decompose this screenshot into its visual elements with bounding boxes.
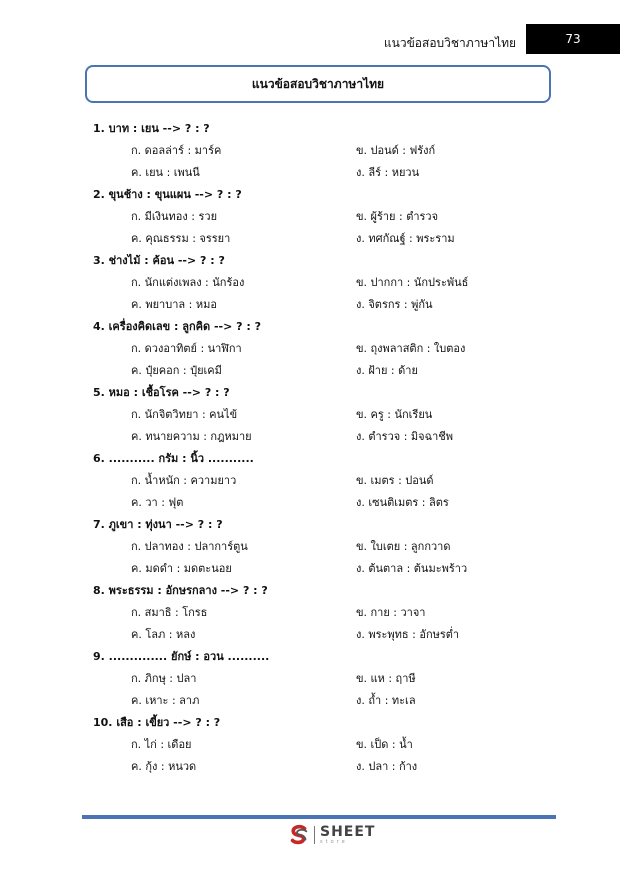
option-a: ก. สมาธิ : โกรธ — [131, 606, 208, 619]
option-a: ก. นักแต่งเพลง : นักร้อง — [131, 276, 245, 289]
option-row — [93, 206, 573, 228]
option-row — [93, 404, 573, 426]
option-c: ค. มดดำ : มดตะนอย — [131, 562, 232, 575]
option-d: ง. ต้นตาล : ต้นมะพร้าว — [356, 562, 468, 575]
option-c: ค. โลภ : หลง — [131, 628, 196, 641]
question-title: 1. บาท : เยน --> ? : ? — [93, 122, 210, 135]
option-row — [93, 756, 573, 778]
option-row — [93, 360, 573, 382]
question-list — [93, 118, 573, 778]
question-title: 10. เสือ : เขี้ยว --> ? : ? — [93, 716, 221, 729]
logo-text — [320, 825, 375, 845]
question-title: 6. ........... กรัม : นิ้ว ........... — [93, 452, 254, 465]
option-row — [93, 558, 573, 580]
sheet-store-logo — [288, 824, 375, 846]
question-8 — [93, 580, 573, 646]
option-row — [93, 536, 573, 558]
option-b: ข. ถุงพลาสติก : ใบตอง — [356, 342, 466, 355]
option-b: ข. แห : ฤาษี — [356, 672, 416, 685]
option-b: ข. กาย : วาจา — [356, 606, 426, 619]
question-9 — [93, 646, 573, 712]
option-d: ง. เซนติเมตร : ลิตร — [356, 496, 449, 509]
option-d: ง. ฝ้าย : ด้าย — [356, 364, 418, 377]
question-3 — [93, 250, 573, 316]
option-row — [93, 338, 573, 360]
option-c: ค. พยาบาล : หมอ — [131, 298, 217, 311]
option-row — [93, 162, 573, 184]
logo-divider — [314, 826, 315, 844]
question-title: 7. ภูเขา : ทุ่งนา --> ? : ? — [93, 518, 223, 531]
logo-brand-sub: store — [320, 839, 348, 845]
option-row — [93, 426, 573, 448]
question-4 — [93, 316, 573, 382]
option-b: ข. เมตร : ปอนด์ — [356, 474, 434, 487]
page-number: 73 — [526, 24, 620, 54]
option-a: ก. น้ำหนัก : ความยาว — [131, 474, 237, 487]
option-c: ค. เยน : เพนนี — [131, 166, 200, 179]
option-b: ข. ครู : นักเรียน — [356, 408, 433, 421]
option-row — [93, 470, 573, 492]
option-a: ก. ไก่ : เดือย — [131, 738, 192, 751]
option-b: ข. ผู้ร้าย : ตำรวจ — [356, 210, 439, 223]
footer-divider — [82, 815, 556, 819]
option-a: ก. ดวงอาทิตย์ : นาฬิกา — [131, 342, 242, 355]
option-row — [93, 140, 573, 162]
option-a: ก. มีเงินทอง : รวย — [131, 210, 218, 223]
question-2 — [93, 184, 573, 250]
sheet-logo-icon — [288, 824, 310, 846]
option-row — [93, 294, 573, 316]
option-b: ข. ใบเตย : ลูกกวาด — [356, 540, 451, 553]
option-d: ง. ปลา : ก้าง — [356, 760, 418, 773]
option-a: ก. ปลาทอง : ปลาการ์ตูน — [131, 540, 248, 553]
option-d: ง. ตำรวจ : มิจฉาชีพ — [356, 430, 453, 443]
option-c: ค. กุ้ง : หนวด — [131, 760, 197, 773]
option-row — [93, 492, 573, 514]
question-title: 9. .............. ยักษ์ : อวน .......... — [93, 650, 270, 663]
option-d: ง. จิตรกร : พู่กัน — [356, 298, 433, 311]
option-a: ก. ดอลล่าร์ : มาร์ค — [131, 144, 222, 157]
option-c: ค. วา : ฟุต — [131, 496, 184, 509]
option-d: ง. ถ้ำ : ทะเล — [356, 694, 416, 707]
option-row — [93, 624, 573, 646]
option-d: ง. ลีร์ : หยวน — [356, 166, 420, 179]
option-c: ค. คุณธรรม : จรรยา — [131, 232, 231, 245]
header-title: แนวข้อสอบวิชาภาษาไทย — [383, 36, 517, 50]
question-title: 2. ขุนช้าง : ขุนแผน --> ? : ? — [93, 188, 242, 201]
question-7 — [93, 514, 573, 580]
option-c: ค. ปุ๋ยคอก : ปุ๋ยเคมี — [131, 364, 222, 377]
option-a: ก. ภิกษุ : ปลา — [131, 672, 197, 685]
option-row — [93, 690, 573, 712]
question-10 — [93, 712, 573, 778]
option-a: ก. นักจิตวิทยา : คนไข้ — [131, 408, 238, 421]
option-b: ข. ปอนด์ : ฟรังก์ — [356, 144, 436, 157]
option-d: ง. พระพุทธ : อักษรต่ำ — [356, 628, 460, 641]
option-c: ค. เหาะ : ลาภ — [131, 694, 200, 707]
logo-brand: SHEET — [320, 824, 376, 840]
option-row — [93, 602, 573, 624]
option-row — [93, 272, 573, 294]
question-title: 4. เครื่องคิดเลข : ลูกคิด --> ? : ? — [93, 320, 261, 333]
option-b: ข. ปากกา : นักประพันธ์ — [356, 276, 469, 289]
option-b: ข. เป็ด : น้ำ — [356, 738, 413, 751]
option-row — [93, 668, 573, 690]
question-title: 8. พระธรรม : อักษรกลาง --> ? : ? — [93, 584, 268, 597]
question-1 — [93, 118, 573, 184]
question-6 — [93, 448, 573, 514]
question-title: 5. หมอ : เชื้อโรค --> ? : ? — [93, 386, 230, 399]
question-5 — [93, 382, 573, 448]
option-row — [93, 228, 573, 250]
option-d: ง. ทศกัณฐ์ : พระราม — [356, 232, 455, 245]
question-title: 3. ช่างไม้ : ค้อน --> ? : ? — [93, 254, 225, 267]
option-c: ค. ทนายความ : กฎหมาย — [131, 430, 252, 443]
main-title: แนวข้อสอบวิชาภาษาไทย — [85, 65, 551, 103]
option-row — [93, 734, 573, 756]
